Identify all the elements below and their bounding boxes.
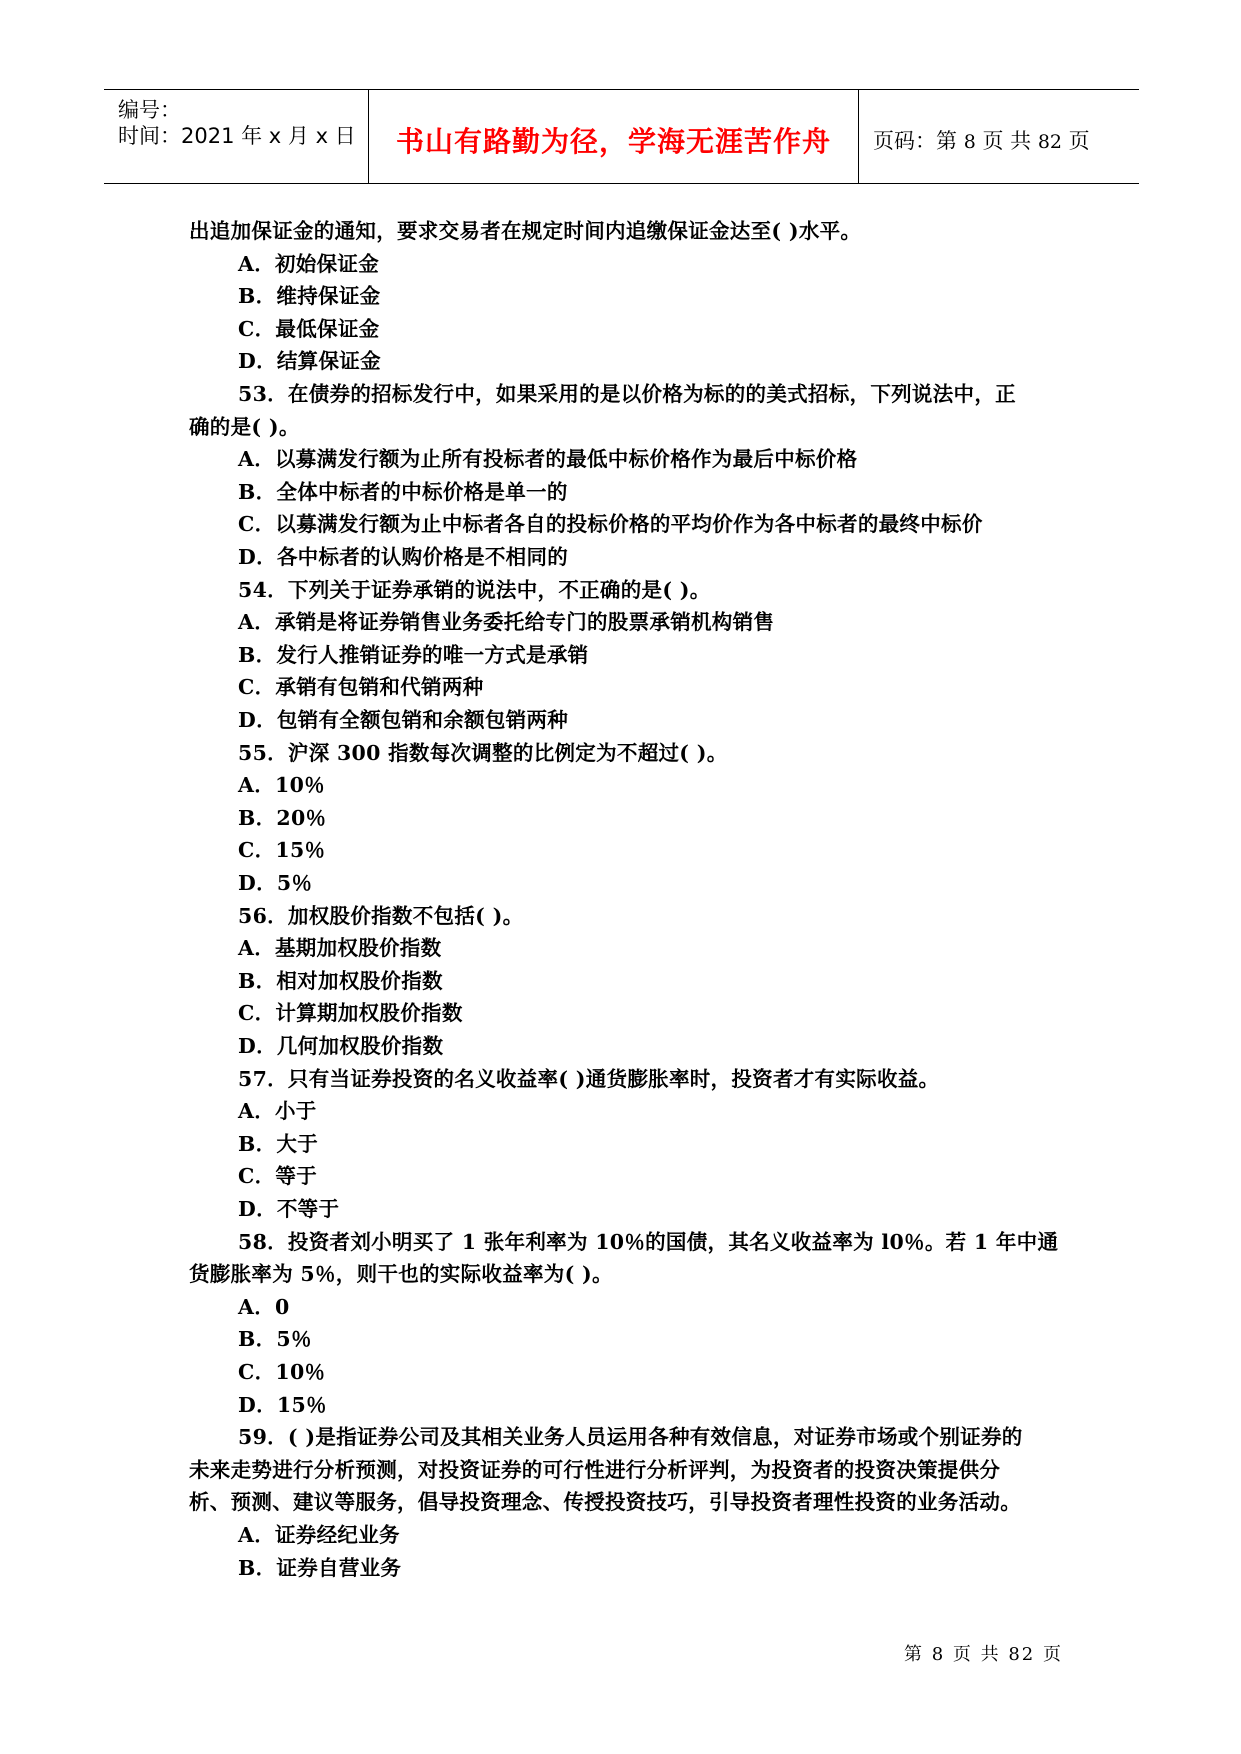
- question-line: 55．沪深 300 指数每次调整的比例定为不超过( )。: [238, 740, 728, 765]
- question-line: 54．下列关于证券承销的说法中，不正确的是( )。: [238, 577, 711, 602]
- page-suffix: 页: [1062, 129, 1090, 153]
- answer-option: B．大于: [238, 1131, 319, 1156]
- answer-option: A．10％: [238, 773, 325, 798]
- answer-option: B．20％: [238, 805, 327, 830]
- answer-option: D．包销有全额包销和余额包销两种: [238, 708, 569, 732]
- question-line: 57．只有当证券投资的名义收益率( )通货膨胀率时，投资者才有实际收益。: [238, 1066, 940, 1091]
- answer-option: A．初始保证金: [238, 251, 380, 276]
- answer-option: B．5％: [238, 1327, 312, 1352]
- answer-option: C．15％: [238, 838, 326, 863]
- answer-option: B．发行人推销证券的唯一方式是承销: [238, 642, 589, 667]
- answer-option: A．小于: [238, 1099, 317, 1124]
- answer-option: C．10％: [238, 1360, 326, 1384]
- answer-option: C．计算期加权股价指数: [238, 1001, 463, 1026]
- motto-text: 书山有路勤为径，学海无涯苦作舟: [395, 125, 831, 158]
- header-meta-cell: [104, 90, 368, 183]
- page-mid: 页 共: [975, 129, 1038, 153]
- answer-option: A．以募满发行额为止所有投标者的最低中标价格作为最后中标价格: [238, 447, 858, 472]
- continuation-line: 货膨胀率为 5％，则干也的实际收益率为( )。: [189, 1262, 613, 1287]
- question-line: 58．投资者刘小明买了 1 张年利率为 10％的国债，其名义收益率为 l0％。若 1 年中通: [238, 1229, 1059, 1254]
- question-line: 56．加权股价指数不包括( )。: [238, 903, 524, 928]
- answer-option: C．最低保证金: [238, 316, 380, 341]
- question-line: 59．( )是指证券公司及其相关业务人员运用各种有效信息，对证券市场或个别证券的: [238, 1425, 1023, 1450]
- answer-option: B．维持保证金: [238, 284, 381, 309]
- page-info: [873, 125, 1090, 155]
- header-table: [104, 89, 1139, 184]
- header-page-cell: [859, 90, 1139, 183]
- continuation-line: 析、预测、建议等服务，倡导投资理念、传授投资技巧，引导投资者理性投资的业务活动。: [189, 1490, 1021, 1515]
- answer-option: B．相对加权股价指数: [238, 968, 443, 993]
- page-prefix: 页码：第: [873, 129, 964, 153]
- answer-option: C．承销有包销和代销两种: [238, 675, 484, 700]
- page-footer: 第 8 页 共 82 页: [904, 1644, 1063, 1665]
- continuation-line: 未来走势进行分析预测，对投资证券的可行性进行分析评判，为投资者的投资决策提供分: [189, 1457, 1001, 1482]
- answer-option: D．各中标者的认购价格是不相同的: [238, 545, 569, 569]
- answer-option: D．结算保证金: [238, 349, 381, 374]
- answer-option: D．不等于: [238, 1197, 340, 1221]
- header-motto-cell: [368, 90, 859, 183]
- answer-option: A．基期加权股价指数: [238, 936, 442, 961]
- answer-option: A．证券经纪业务: [238, 1523, 400, 1547]
- document-time-label: 时间：2021 年 x 月 x 日: [118, 124, 356, 148]
- answer-option: D．15％: [238, 1392, 327, 1417]
- answer-option: C．以募满发行额为止中标者各自的投标价格的平均价作为各中标者的最终中标价: [238, 512, 983, 537]
- answer-option: D．5％: [238, 871, 313, 895]
- answer-option: B．全体中标者的中标价格是单一的: [238, 479, 568, 504]
- page-number: 8: [963, 131, 976, 153]
- continuation-line: 确的是( )。: [189, 414, 300, 439]
- page-total: 82: [1037, 131, 1062, 153]
- answer-option: C．等于: [238, 1164, 318, 1189]
- answer-option: A．0: [238, 1294, 290, 1319]
- answer-option: B．证券自营业务: [238, 1555, 402, 1580]
- question-line: 53．在债券的招标发行中，如果采用的是以价格为标的的美式招标，下列说法中，正: [238, 382, 1016, 406]
- answer-option: D．几何加权股价指数: [238, 1034, 444, 1058]
- continuation-line: 出追加保证金的通知，要求交易者在规定时间内追缴保证金达至( )水平。: [189, 219, 862, 243]
- answer-option: A．承销是将证券销售业务委托给专门的股票承销机构销售: [238, 610, 775, 635]
- document-code-label: 编号：: [118, 98, 181, 122]
